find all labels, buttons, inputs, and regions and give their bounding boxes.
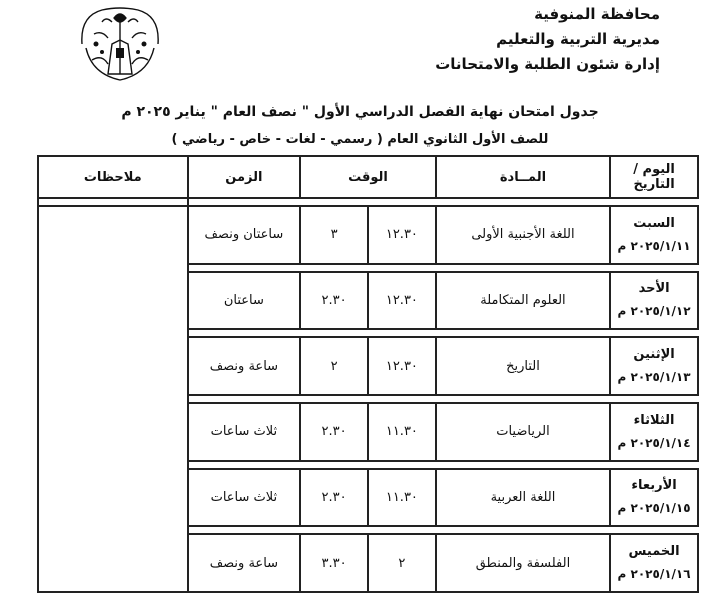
exam-start-time: ١٢.٣٠ bbox=[368, 337, 436, 395]
exam-day: الأربعاء bbox=[631, 478, 677, 494]
header-notes: ملاحظات bbox=[38, 156, 188, 198]
exam-duration: ثلاث ساعات bbox=[188, 403, 301, 461]
exam-duration: ساعة ونصف bbox=[188, 337, 301, 395]
exam-date: ٢٠٢٥/١/١٤ م bbox=[617, 435, 691, 450]
exam-end-time: ٢ bbox=[300, 337, 368, 395]
notes-cell bbox=[38, 206, 188, 592]
exam-end-time: ٢.٣٠ bbox=[300, 272, 368, 330]
exam-day: الأحد bbox=[638, 281, 670, 297]
table-header-row bbox=[38, 156, 698, 198]
exam-subject: العلوم المتكاملة bbox=[436, 272, 610, 330]
exam-day: الخميس bbox=[628, 544, 680, 560]
exam-schedule-table bbox=[37, 155, 699, 593]
exam-start-time: ١٢.٣٠ bbox=[368, 206, 436, 264]
office-header bbox=[435, 2, 660, 77]
exam-duration: ساعة ونصف bbox=[188, 534, 301, 592]
exam-start-time: ١١.٣٠ bbox=[368, 469, 436, 527]
exam-day: السبت bbox=[633, 215, 675, 231]
document-title: جدول امتحان نهاية الفصل الدراسي الأول " نصف العام " يناير ٢٠٢٥ م bbox=[121, 104, 599, 120]
exam-start-time: ١٢.٣٠ bbox=[368, 272, 436, 330]
department-name: إدارة شئون الطلبة والامتحانات bbox=[435, 55, 660, 73]
governorate-name: محافظة المنوفية bbox=[534, 5, 660, 23]
exam-date: ٢٠٢٥/١/١٣ م bbox=[617, 370, 691, 385]
exam-end-time: ٢.٣٠ bbox=[300, 403, 368, 461]
exam-end-time: ٣.٣٠ bbox=[300, 534, 368, 592]
exam-subject: الرياضيات bbox=[436, 403, 610, 461]
exam-end-time: ٣ bbox=[300, 206, 368, 264]
exam-start-time: ٢ bbox=[368, 534, 436, 592]
exam-day: الإثنين bbox=[633, 347, 675, 363]
exam-subject: التاريخ bbox=[436, 337, 610, 395]
document-subtitle: للصف الأول الثانوي العام ( رسمي - لغات - خاص - رياضي ) bbox=[171, 132, 549, 147]
header-subject: المــادة bbox=[436, 156, 610, 198]
exam-date: ٢٠٢٥/١/١٦ م bbox=[617, 567, 691, 582]
exam-duration: ساعتان ونصف bbox=[188, 206, 301, 264]
governorate-emblem-icon bbox=[72, 4, 168, 84]
header-day-date: اليوم / التاريخ bbox=[610, 156, 698, 198]
exam-day: الثلاثاء bbox=[633, 412, 675, 428]
exam-subject: الفلسفة والمنطق bbox=[436, 534, 610, 592]
exam-date: ٢٠٢٥/١/١٥ م bbox=[617, 501, 691, 516]
exam-duration: ساعتان bbox=[188, 272, 301, 330]
exam-subject: اللغة العربية bbox=[436, 469, 610, 527]
exam-date: ٢٠٢٥/١/١١ م bbox=[617, 238, 691, 253]
header-duration: الزمن bbox=[188, 156, 301, 198]
exam-subject: اللغة الأجنبية الأولى bbox=[436, 206, 610, 264]
directorate-name: مديرية التربية والتعليم bbox=[496, 30, 660, 48]
header-time: الوقت bbox=[300, 156, 436, 198]
exam-start-time: ١١.٣٠ bbox=[368, 403, 436, 461]
table-row bbox=[38, 206, 698, 264]
exam-date: ٢٠٢٥/١/١٢ م bbox=[617, 304, 691, 319]
exam-duration: ثلاث ساعات bbox=[188, 469, 301, 527]
exam-end-time: ٢.٣٠ bbox=[300, 469, 368, 527]
